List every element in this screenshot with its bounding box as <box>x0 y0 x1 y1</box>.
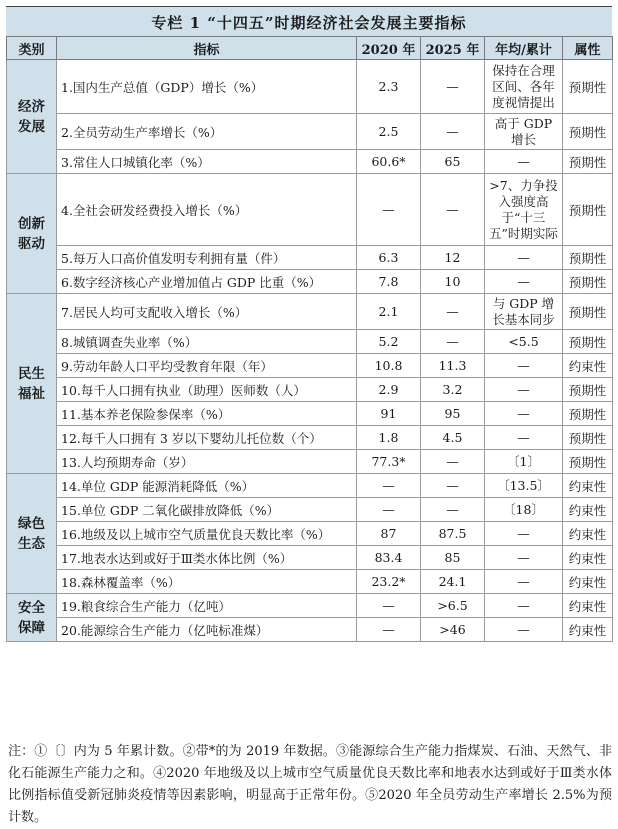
table-row <box>7 378 613 402</box>
table-row <box>7 594 613 618</box>
value-2025: 95 <box>421 402 485 426</box>
value-avg: — <box>485 270 563 294</box>
value-2025: 87.5 <box>421 522 485 546</box>
table-row <box>7 330 613 354</box>
value-2020: 2.3 <box>357 60 421 114</box>
value-attr: 约束性 <box>563 522 613 546</box>
value-attr: 预期性 <box>563 378 613 402</box>
value-avg: — <box>485 570 563 594</box>
category-green: 绿色生态 <box>7 474 57 594</box>
value-2020: 2.5 <box>357 114 421 150</box>
value-attr: 预期性 <box>563 330 613 354</box>
indicator-cell: 7.居民人均可支配收入增长（%） <box>57 294 357 330</box>
value-attr: 约束性 <box>563 570 613 594</box>
value-2020: 77.3* <box>357 450 421 474</box>
value-2025: 10 <box>421 270 485 294</box>
value-2020: — <box>357 174 421 246</box>
value-2020: 1.8 <box>357 426 421 450</box>
value-attr: 约束性 <box>563 594 613 618</box>
value-attr: 预期性 <box>563 294 613 330</box>
header-category: 类别 <box>7 37 57 60</box>
category-security: 安全保障 <box>7 594 57 642</box>
value-2020: 23.2* <box>357 570 421 594</box>
value-2025: — <box>421 498 485 522</box>
indicator-cell: 12.每千人口拥有 3 岁以下婴幼儿托位数（个） <box>57 426 357 450</box>
value-attr: 预期性 <box>563 270 613 294</box>
value-avg: — <box>485 522 563 546</box>
value-2025: — <box>421 60 485 114</box>
value-avg: 与 GDP 增长基本同步 <box>485 294 563 330</box>
value-2020: — <box>357 594 421 618</box>
value-attr: 预期性 <box>563 450 613 474</box>
value-2025: >46 <box>421 618 485 642</box>
value-2020: 2.9 <box>357 378 421 402</box>
value-avg: — <box>485 354 563 378</box>
header-avg: 年均/累计 <box>485 37 563 60</box>
value-avg: — <box>485 618 563 642</box>
table-footnote: 注：①〔〕内为 5 年累计数。②带*的为 2019 年数据。③能源综合生产能力指煤炭、石油、天然气、非化石能源生产能力之和。④2020 年地级及以上城市空气质量优良天数比率和地表水达到或好于Ⅲ类水体比例指标值受新冠肺炎疫情等因素影响，明显高于正常年份。⑤2020 年全员劳动生产率增长 2.5%为预计数。 <box>8 744 612 825</box>
table-row <box>7 546 613 570</box>
value-attr: 约束性 <box>563 546 613 570</box>
value-avg: <5.5 <box>485 330 563 354</box>
indicator-cell: 19.粮食综合生产能力（亿吨） <box>57 594 357 618</box>
value-2020: 87 <box>357 522 421 546</box>
table-row <box>7 150 613 174</box>
indicator-cell: 17.地表水达到或好于Ⅲ类水体比例（%） <box>57 546 357 570</box>
value-avg: — <box>485 426 563 450</box>
category-livelihood: 民生福祉 <box>7 294 57 474</box>
value-2025: — <box>421 330 485 354</box>
indicators-table <box>6 36 613 642</box>
table-row <box>7 270 613 294</box>
header-2020: 2020 年 <box>357 37 421 60</box>
value-2025: 4.5 <box>421 426 485 450</box>
value-avg: 〔13.5〕 <box>485 474 563 498</box>
indicator-cell: 1.国内生产总值（GDP）增长（%） <box>57 60 357 114</box>
table-row <box>7 60 613 114</box>
category-economy: 经济发展 <box>7 60 57 174</box>
header-2025: 2025 年 <box>421 37 485 60</box>
indicator-cell: 10.每千人口拥有执业（助理）医师数（人） <box>57 378 357 402</box>
indicator-cell: 8.城镇调查失业率（%） <box>57 330 357 354</box>
value-2025: 12 <box>421 246 485 270</box>
value-attr: 约束性 <box>563 498 613 522</box>
indicator-cell: 18.森林覆盖率（%） <box>57 570 357 594</box>
indicator-cell: 16.地级及以上城市空气质量优良天数比率（%） <box>57 522 357 546</box>
value-2020: 83.4 <box>357 546 421 570</box>
indicator-cell: 15.单位 GDP 二氧化碳排放降低（%） <box>57 498 357 522</box>
value-2025: — <box>421 114 485 150</box>
value-2025: — <box>421 174 485 246</box>
value-2025: 85 <box>421 546 485 570</box>
header-row <box>7 37 613 60</box>
table-row <box>7 426 613 450</box>
value-avg: — <box>485 546 563 570</box>
table-row <box>7 450 613 474</box>
value-2020: — <box>357 618 421 642</box>
table-row <box>7 174 613 246</box>
value-avg: 〔18〕 <box>485 498 563 522</box>
value-2020: — <box>357 498 421 522</box>
indicator-cell: 9.劳动年龄人口平均受教育年限（年） <box>57 354 357 378</box>
value-2025: 65 <box>421 150 485 174</box>
value-attr: 预期性 <box>563 426 613 450</box>
value-attr: 预期性 <box>563 246 613 270</box>
category-innovation: 创新驱动 <box>7 174 57 294</box>
indicator-cell: 13.人均预期寿命（岁） <box>57 450 357 474</box>
value-attr: 预期性 <box>563 174 613 246</box>
indicator-cell: 6.数字经济核心产业增加值占 GDP 比重（%） <box>57 270 357 294</box>
value-2020: 7.8 <box>357 270 421 294</box>
indicator-cell: 5.每万人口高价值发明专利拥有量（件） <box>57 246 357 270</box>
value-attr: 预期性 <box>563 402 613 426</box>
value-attr: 预期性 <box>563 150 613 174</box>
indicator-cell: 11.基本养老保险参保率（%） <box>57 402 357 426</box>
table-row <box>7 498 613 522</box>
indicator-cell: 20.能源综合生产能力（亿吨标准煤） <box>57 618 357 642</box>
value-2025: — <box>421 450 485 474</box>
table-row <box>7 522 613 546</box>
value-2020: 5.2 <box>357 330 421 354</box>
value-2020: 91 <box>357 402 421 426</box>
table-row <box>7 402 613 426</box>
value-avg: — <box>485 402 563 426</box>
table-row <box>7 474 613 498</box>
indicator-cell: 4.全社会研发经费投入增长（%） <box>57 174 357 246</box>
table-row <box>7 294 613 330</box>
value-2025: 24.1 <box>421 570 485 594</box>
value-2025: — <box>421 294 485 330</box>
value-attr: 预期性 <box>563 114 613 150</box>
indicator-cell: 14.单位 GDP 能源消耗降低（%） <box>57 474 357 498</box>
value-avg: >7、力争投入强度高于“十三五”时期实际 <box>485 174 563 246</box>
value-2025: >6.5 <box>421 594 485 618</box>
value-2020: 10.8 <box>357 354 421 378</box>
value-avg: 保持在合理区间、各年度视情提出 <box>485 60 563 114</box>
value-2020: — <box>357 474 421 498</box>
header-attr: 属性 <box>563 37 613 60</box>
table-title: 专栏 1 “十四五”时期经济社会发展主要指标 <box>6 6 612 37</box>
table-row <box>7 618 613 642</box>
value-2020: 6.3 <box>357 246 421 270</box>
value-2025: 3.2 <box>421 378 485 402</box>
value-2020: 2.1 <box>357 294 421 330</box>
table-row <box>7 570 613 594</box>
value-attr: 约束性 <box>563 354 613 378</box>
indicator-cell: 3.常住人口城镇化率（%） <box>57 150 357 174</box>
value-2025: — <box>421 474 485 498</box>
value-avg: — <box>485 246 563 270</box>
table-row <box>7 246 613 270</box>
value-attr: 约束性 <box>563 474 613 498</box>
value-2020: 60.6* <box>357 150 421 174</box>
value-avg: — <box>485 594 563 618</box>
table-row <box>7 354 613 378</box>
value-2025: 11.3 <box>421 354 485 378</box>
value-avg: 高于 GDP 增长 <box>485 114 563 150</box>
value-attr: 预期性 <box>563 60 613 114</box>
value-avg: — <box>485 150 563 174</box>
table-row <box>7 114 613 150</box>
value-avg: 〔1〕 <box>485 450 563 474</box>
indicator-cell: 2.全员劳动生产率增长（%） <box>57 114 357 150</box>
value-attr: 约束性 <box>563 618 613 642</box>
header-indicator: 指标 <box>57 37 357 60</box>
value-avg: — <box>485 378 563 402</box>
